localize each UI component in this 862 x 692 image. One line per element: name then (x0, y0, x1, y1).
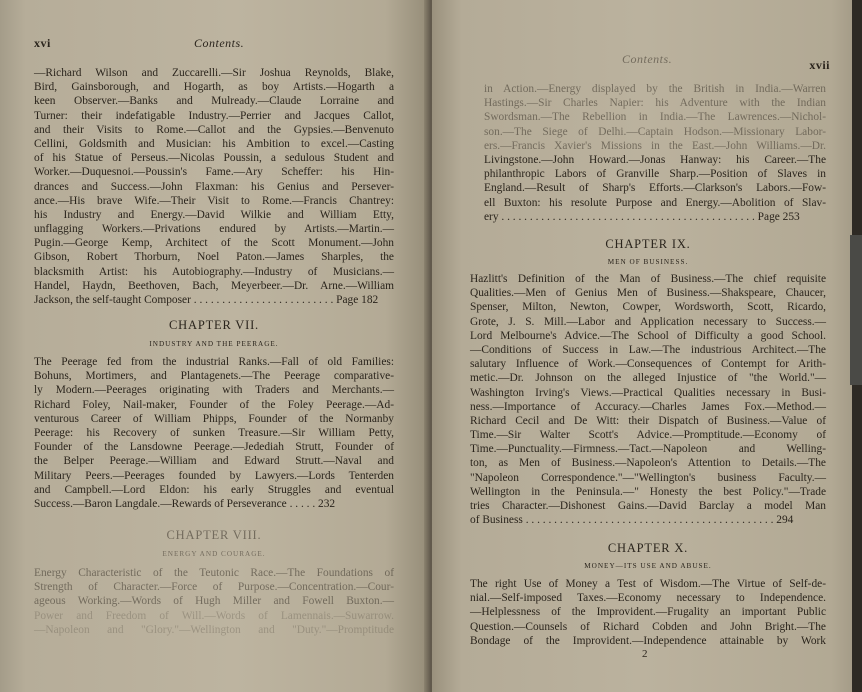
text-line: of his Statue of Perseus.—Nicolas Poussin, a sedulous Student and (34, 152, 394, 165)
text-line: Time.—Punctuality.—Firmness.—Tact.—Napoleon and Welling- (470, 443, 826, 456)
text-line: metic.—Dr. Johnson on the alleged Injustice of "the World."— (470, 372, 826, 385)
text-line: Qualities.—Men of Genius Men of Business.—Shakspeare, Chaucer, (470, 287, 826, 300)
text-line: —Richard Wilson and Zuccarelli.—Sir Joshua Reynolds, Blake, (34, 67, 394, 79)
text-line: unflagging Workers.—Privations endured by Artists.—Martin.— (34, 223, 394, 236)
text-line: Wellington in the Peninsula.—" Honesty the best Policy."—Trade (470, 485, 826, 498)
chapter-7-summary (34, 355, 394, 511)
text-line: keen Observer.—Banks and Mulready.—Claude Lorraine and (34, 95, 394, 108)
signature-mark: 2 (642, 648, 648, 660)
text-line: Bondage of the Improvident.—Independence attainable by Work (470, 634, 826, 647)
text-line: ance.—His brave Wife.—Their Visit to Rome.—Francis Chantrey: (34, 194, 394, 207)
text-line: Cellini, Goldsmith and Musician: his Ambition to excel.—Casting (34, 137, 394, 150)
text-line: son.—The Siege of Delhi.—Captain Hodson.—Missionary Labor- (484, 125, 826, 138)
text-line: ers.—Francis Xavier's Missions in the East.—John Williams.—Dr. (484, 139, 826, 152)
text-line: in Action.—Energy displayed by the British in India.—Warren (484, 83, 826, 95)
text-line: Worker.—Duquesnoi.—Poussin's Fame.—Ary Scheffer: his Hin- (34, 166, 394, 179)
left-page-number: xvi (34, 36, 51, 50)
text-line-page-ref: Jackson, the self-taught Composer . . . . . . . . . . . . . . . . . . . . . . . . . Page 182 (34, 294, 379, 306)
text-line: Livingstone.—John Howard.—Jonas Hanway: his Career.—The (484, 153, 826, 166)
text-line: Founder of the Lansdowne Peerage.—Jedediah Strutt, Founder of (34, 441, 394, 454)
text-line: Pugin.—George Kemp, Architect of the Scott Monument.—John (34, 237, 394, 250)
text-line: "Napoleon Correspondence."—"Wellington's business Faculty.— (470, 471, 826, 484)
text-line: and Campbell.—Lord Eldon: his early Struggles and eventual (34, 483, 394, 496)
chapter-10-heading: CHAPTER X. (607, 541, 689, 555)
text-line: Time.—Sir Walter Scott's Advice.—Promptitude.—Economy of (470, 429, 826, 442)
text-line: Energy Characteristic of the Teutonic Race.—The Foundations of (34, 567, 394, 579)
right-page-number: xvii (809, 58, 830, 72)
text-line: Handel, Haydn, Beethoven, Bach, Meyerbeer.—Dr. Arne.—William (34, 279, 394, 292)
text-line: Grote, J. S. Mill.—Labor and Application necessary to Success.— (470, 315, 826, 328)
left-running-title: Contents. (194, 36, 245, 50)
text-line: and their Visits to Rome.—Callot and the Gypsies.—Benvenuto (34, 123, 394, 136)
chapter-10-summary (470, 577, 826, 648)
chapter-8-subheading: ENERGY AND COURAGE. (162, 550, 266, 558)
text-line: Bird, Gainsborough, and Hogarth, as boy Artists.—Hogarth a (34, 81, 394, 94)
text-line: blacksmith Artist: his Autobiography.—Industry of Musicians.— (34, 265, 394, 278)
chapter-9-heading: CHAPTER IX. (605, 237, 691, 251)
text-line: Bohuns, Mortimers, and Plantagenets.—The Peerage comparative- (34, 370, 394, 383)
right-running-title: Contents. (622, 52, 673, 66)
text-line: venturous Career of William Phipps, Founder of the Normanby (34, 412, 394, 425)
chapter-7-subheading: INDUSTRY AND THE PEERAGE. (149, 340, 279, 348)
text-line: philanthropic Labors of Granville Sharp.—Position of Slaves in (484, 168, 826, 181)
text-line: Hazlitt's Definition of the Man of Business.—The chief requisite (470, 273, 826, 285)
chapter-8-summary (34, 566, 394, 637)
text-line: Washington Irving's Views.—Practical Qualities necessary in Busi- (470, 386, 826, 399)
text-line: England.—Result of Sharp's Efforts.—Clarkson's Labors.—Fow- (484, 182, 826, 195)
text-line: —Helplessness of the Improvident.—Frugality an important Public (470, 606, 826, 619)
text-line: drances and Success.—John Flaxman: his Genius and Persever- (34, 180, 394, 193)
text-line: Hastings.—Sir Charles Napier: his Adventure with the Indian (484, 97, 826, 110)
text-line: the Belper Peerage.—William and Edward Strutt.—Naval and (34, 455, 394, 468)
text-line: Turner: their indefatigable Industry.—Perrier and Jacques Callot, (34, 109, 394, 122)
chapter-8-heading: CHAPTER VIII. (166, 528, 262, 542)
chapter-9-subheading: MEN OF BUSINESS. (607, 258, 689, 266)
text-line: Strength of Character.—Force of Purpose.—Concentration.—Cour- (34, 581, 394, 594)
text-line: ly Modern.—Peerages originating with Traders and Merchants.— (34, 384, 394, 397)
text-line: nial.—Self-imposed Taxes.—Economy necessary to Independence. (470, 592, 826, 605)
chapter-7-heading: CHAPTER VII. (169, 318, 259, 332)
chapter-10-subheading: MONEY—ITS USE AND ABUSE. (584, 562, 712, 570)
text-line: Gibson, Robert Thorburn, Noel Paton.—James Sharples, the (34, 251, 394, 264)
right-top-paragraph (484, 82, 826, 224)
text-line: Richard Cecil and De Witt: their Dispatch of Business.—Value of (470, 414, 826, 427)
left-top-paragraph (34, 66, 394, 307)
text-line: Military Peers.—Peerages founded by Lawyers.—Lords Tenterden (34, 469, 394, 482)
text-line: Richard Foley, Nail-maker, Founder of the Foley Peerage.—Ad- (34, 398, 394, 411)
text-line-page-ref: ery . . . . . . . . . . . . . . . . . . . . . . . . . . . . . . . . . . . . . . . . . . . . . Page 253 (484, 210, 800, 223)
left-page (0, 0, 428, 692)
text-line: Swordsman.—The Rebellion in India.—The Lawrences.—Nichol- (484, 111, 826, 124)
right-page (432, 0, 852, 692)
text-line: ton, as Men of Business.—Napoleon's Attention to Details.—The (470, 457, 826, 470)
text-line-page-ref: Success.—Baron Langdale.—Rewards of Perseverance . . . . . 232 (34, 497, 336, 510)
text-line: Spenser, Milton, Newton, Cowper, Wordsworth, Scott, Ricardo, (470, 301, 826, 314)
text-line: tries Character.—Dishonest Gains.—David Barclay a model Man (470, 500, 826, 512)
text-line: —Conditions of Success in Law.—The industrious Architect.—The (470, 343, 826, 356)
book-edge-shadow (850, 235, 862, 385)
text-line: ageous Working.—Words of Hugh Miller and Fowell Buxton.— (34, 595, 394, 608)
text-line: Peerage: his Recovery of sunken Treasure.—Sir William Petty, (34, 426, 394, 439)
text-line: Power and Freedom of Will.—Words of Lamennais.—Suwarrow. (34, 609, 394, 622)
chapter-9-summary (470, 272, 826, 527)
text-line: ell Buxton: his resolute Purpose and Energy.—Abolition of Slav- (484, 196, 826, 209)
text-line: The right Use of Money a Test of Wisdom.—The Virtue of Self-de- (470, 578, 826, 590)
text-line: salutary Influence of Work.—Consequences of Contempt for Arith- (470, 358, 826, 371)
text-line-page-ref: of Business . . . . . . . . . . . . . . . . . . . . . . . . . . . . . . . . . . . . . . . . . . . . 294 (470, 514, 794, 527)
text-line: The Peerage fed from the industrial Ranks.—Fall of old Families: (34, 356, 394, 368)
text-line: —Napoleon and "Glory."—Wellington and "Duty."—Promptitude (34, 623, 394, 636)
text-line: Question.—Counsels of Richard Cobden and John Bright.—The (470, 620, 826, 633)
text-line: ness.—Importance of Accuracy.—Charles James Fox.—Method.— (470, 400, 826, 413)
text-line: Lord Melbourne's Advice.—The School of Difficulty a good School. (470, 329, 826, 342)
text-line: his Industry and Energy.—David Wilkie and William Etty, (34, 208, 394, 221)
